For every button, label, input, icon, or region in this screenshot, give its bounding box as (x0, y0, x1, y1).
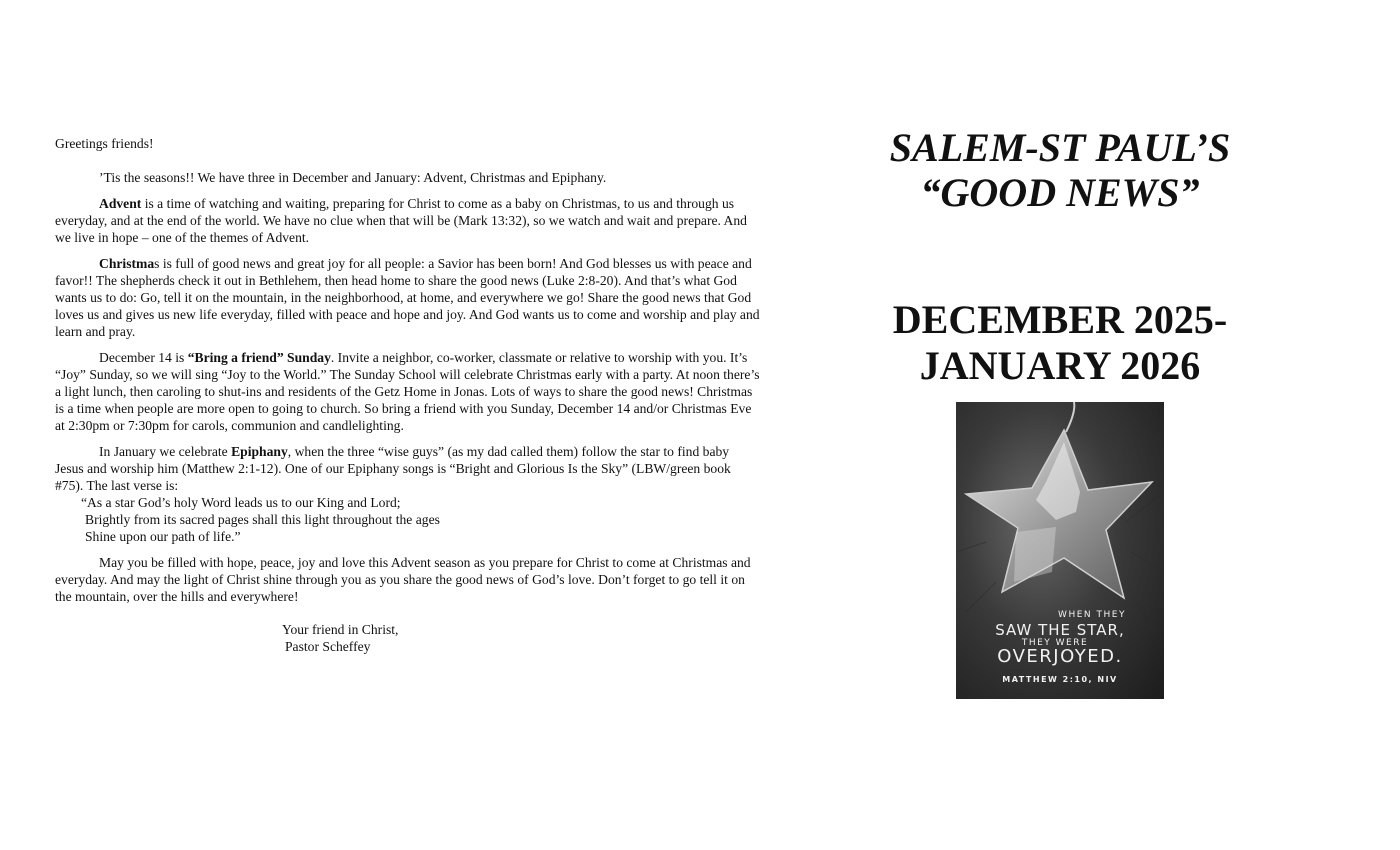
letter-paragraph-blessing: May you be filled with hope, peace, joy and love this Advent season as you prepare for Christ to come at Christmas and everyday. And may the light of Christ shine through you as you share the good news of God’s love. Don’t forget to go tell it on the mountain, over the hills and everywhere! (55, 555, 751, 604)
issue-date (860, 297, 1260, 389)
christmas-heading: Christma (99, 256, 155, 271)
advent-heading: Advent (99, 196, 142, 211)
bring-friend-text: . Invite a neighbor, co-worker, classmate or relative to worship with you. It’s “Joy” Sunday, so we will sing “Joy to the World.” The Sunday School will celebrate Christmas early with a party. At noon there’s a light lunch, then caroling to shut-ins and residents of the Getz Home in Jonas. Lots of ways to share the good news! Christmas is a time when people are more open to going to church. So bring a friend with you Sunday, December 14 and/or Christmas Eve at 2:30pm or 7:30pm for carols, communion and candlelighting. (55, 350, 760, 433)
closing-salutation: Your friend in Christ, (282, 622, 399, 637)
hymn-verse-line: “As a star God’s holy Word leads us to our King and Lord; (81, 495, 401, 510)
letter-paragraph-advent (55, 195, 760, 246)
poster-caption-line: SAW THE STAR, (995, 621, 1125, 639)
hymn-verse-line: Shine upon our path of life.” (85, 529, 241, 544)
poster-scripture-reference: MATTHEW 2:10, NIV (1002, 675, 1118, 684)
date-line: DECEMBER 2025- (892, 297, 1228, 342)
title-line: SALEM-ST PAUL’S (889, 125, 1231, 170)
poster-caption-line: OVERJOYED. (997, 646, 1123, 667)
epiphany-intro: In January we celebrate (99, 444, 232, 459)
letter-paragraph-bring-a-friend (55, 349, 760, 434)
newsletter-cover (860, 125, 1260, 389)
signature: Pastor Scheffey (285, 639, 371, 654)
letter-paragraph-epiphany (55, 443, 760, 494)
pastor-letter (55, 135, 760, 655)
advent-text: is a time of watching and waiting, preparing for Christ to come as a baby on Christmas, to us and through us everyday, and at the end of the world. We have no clue when that will be (Mark 13:32), so we watch and wait and prepare. And we live in hope – one of the themes of Advent. (55, 196, 747, 245)
christmas-text: s is full of good news and great joy for all people: a Savior has been born! And God blesses us with peace and favor!! The shepherds check it out in Bethlehem, then head home to share the good news (Luke 2:8-20). And that’s what God wants us to do: Go, tell it on the mountain, in the neighborhood, at home, and everywhere we go! Share the good news that God loves us and gives us new life everyday, filled with peace and hope and joy. And God wants us to come and worship and play and learn and pray. (55, 256, 760, 339)
letter-closing (282, 621, 760, 655)
letter-paragraph-christmas (55, 255, 760, 340)
star-poster-image (956, 402, 1164, 699)
bring-friend-heading: “Bring a friend” Sunday (187, 350, 331, 365)
hymn-verse-line: Brightly from its sacred pages shall this light throughout the ages (85, 512, 440, 527)
newsletter-title (860, 125, 1260, 215)
epiphany-text: , when the three “wise guys” (as my dad called them) follow the star to find baby Jesus and worship him (Matthew 2:1-12). One of our Epiphany songs is “Bright and Glorious Is the Sky” (LBW/green book #75). The last verse is: (55, 444, 731, 493)
hymn-verse (81, 494, 760, 545)
date-line: JANUARY 2026 (919, 343, 1201, 388)
letter-greeting: Greetings friends! (55, 136, 154, 151)
epiphany-heading: Epiphany (231, 444, 288, 459)
letter-paragraph-seasons: ’Tis the seasons!! We have three in December and January: Advent, Christmas and Epiphany. (99, 170, 607, 185)
bring-friend-intro: December 14 is (99, 350, 188, 365)
poster-caption-line: THEY WERE (1021, 638, 1089, 648)
title-line: “GOOD NEWS” (920, 170, 1200, 215)
poster-caption-line: WHEN THEY (1058, 610, 1126, 620)
